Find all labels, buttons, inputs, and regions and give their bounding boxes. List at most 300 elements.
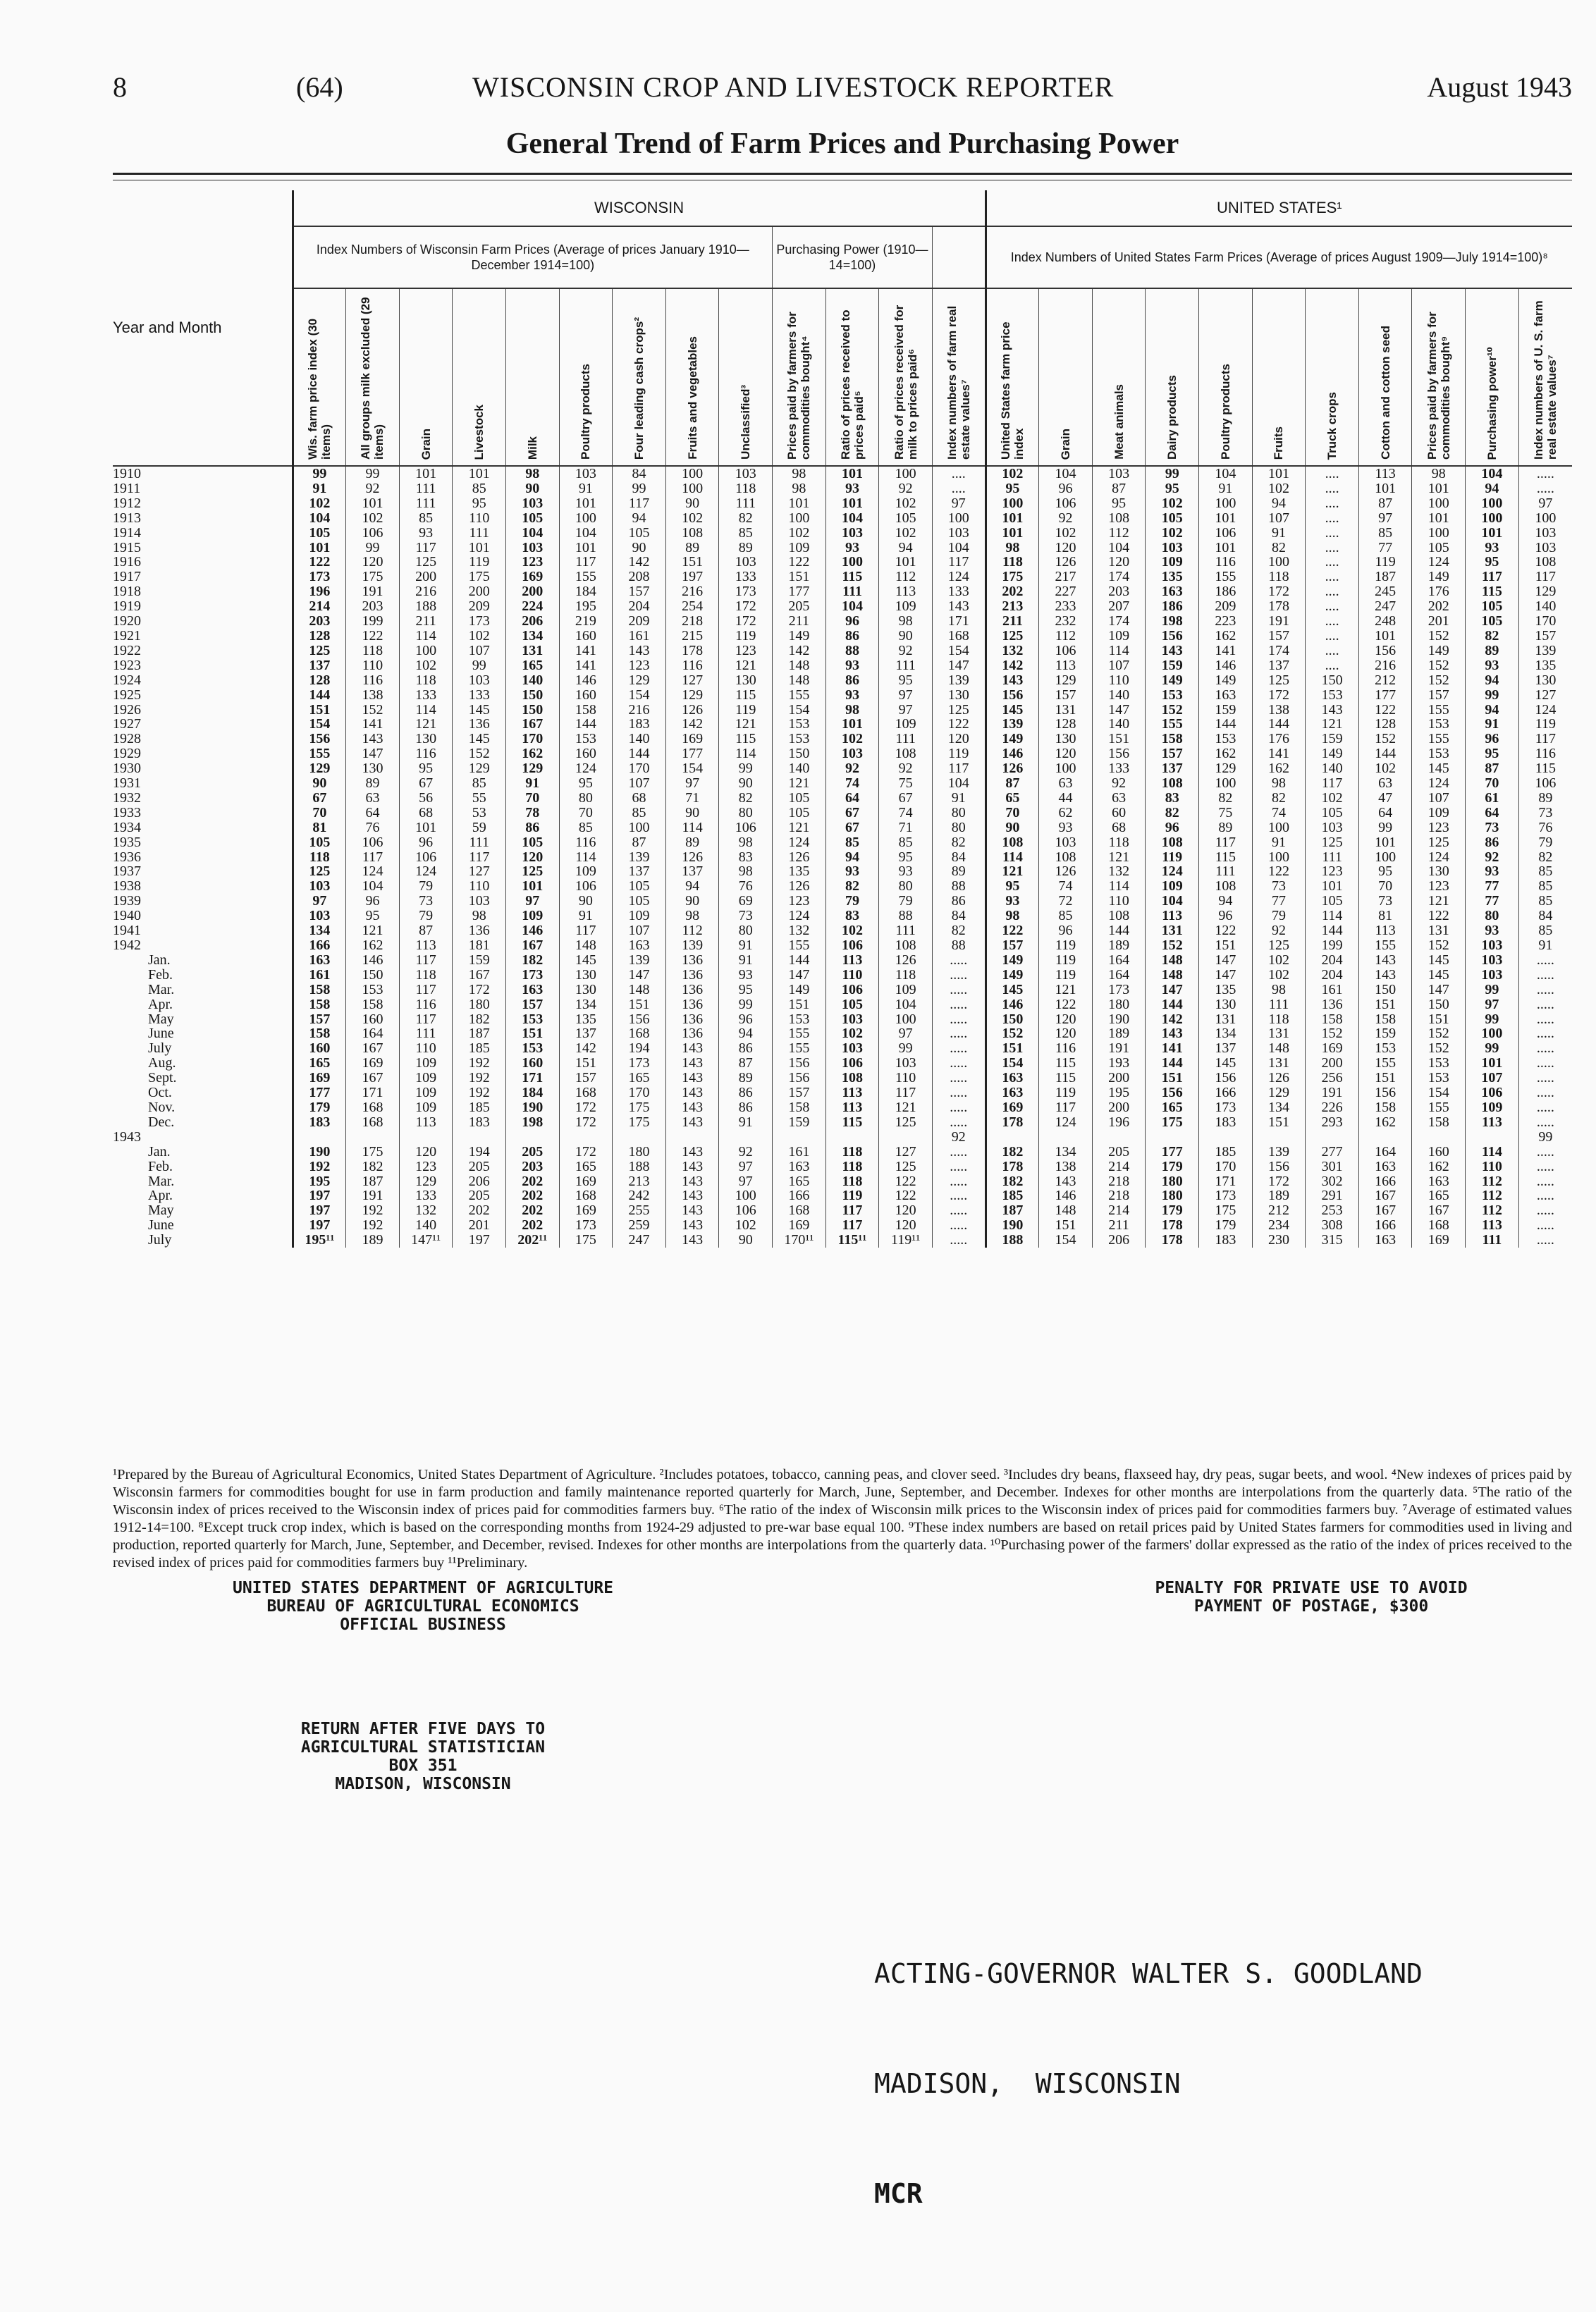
table-cell: 121 xyxy=(986,864,1039,879)
table-cell: 73 xyxy=(399,894,453,909)
table-cell: 140 xyxy=(613,732,666,746)
column-header xyxy=(1518,288,1572,466)
table-cell: ..... xyxy=(932,953,986,968)
table-cell: 230 xyxy=(1252,1233,1306,1248)
table-cell: ..... xyxy=(1518,1160,1572,1174)
table-cell: ..... xyxy=(1518,1115,1572,1130)
table-cell: 137 xyxy=(1146,761,1199,776)
table-cell: 182 xyxy=(506,953,560,968)
table-cell: 218 xyxy=(665,614,719,629)
table-cell: 101 xyxy=(1358,629,1412,644)
table-cell: 205 xyxy=(453,1160,506,1174)
subgroup-header-purchasing-power: Purchasing Power (1910—14=100) xyxy=(773,226,933,288)
table-cell: 148 xyxy=(613,983,666,997)
table-cell: 195¹¹ xyxy=(293,1233,346,1248)
table-cell: ..... xyxy=(932,1233,986,1248)
table-cell: 293 xyxy=(1306,1115,1359,1130)
table-cell: 204 xyxy=(1306,953,1359,968)
table-cell: 141 xyxy=(1199,644,1253,658)
table-cell: 99 xyxy=(719,997,773,1012)
table-cell: 101 xyxy=(293,541,346,555)
table-cell: 102 xyxy=(773,526,826,541)
table-cell: 184 xyxy=(506,1086,560,1100)
table-cell: 122 xyxy=(773,555,826,570)
table-cell: 102 xyxy=(1358,761,1412,776)
table-cell: ..... xyxy=(932,1056,986,1071)
table-cell xyxy=(506,1130,560,1145)
table-cell: 104 xyxy=(825,511,879,526)
table-cell: 145 xyxy=(986,703,1039,718)
table-cell: 89 xyxy=(719,1071,773,1086)
table-cell: 109 xyxy=(559,864,613,879)
column-header-label: Meat animals xyxy=(1112,384,1126,460)
table-cell: 202 xyxy=(453,1203,506,1218)
table-cell: 93 xyxy=(1466,923,1519,938)
table-cell: 134 xyxy=(1252,1100,1306,1115)
table-cell: 102 xyxy=(986,466,1039,481)
table-cell: 143 xyxy=(665,1115,719,1130)
table-cell: 47 xyxy=(1358,791,1412,806)
table-cell: 156 xyxy=(1358,644,1412,658)
table-cell: 103 xyxy=(825,1012,879,1027)
table-cell: 190 xyxy=(986,1218,1039,1233)
department-line: UNITED STATES DEPARTMENT OF AGRICULTURE xyxy=(232,1579,614,1597)
table-cell: 112 xyxy=(1092,526,1146,541)
row-label: May xyxy=(148,1203,174,1219)
table-cell: .... xyxy=(1306,570,1359,584)
table-cell: 89 xyxy=(1199,820,1253,835)
table-cell: 153 xyxy=(1412,746,1466,761)
table-cell: 114 xyxy=(986,850,1039,865)
table-cell: 153 xyxy=(1358,1041,1412,1056)
table-cell: 157 xyxy=(1039,688,1093,703)
table-cell: .... xyxy=(1306,541,1359,555)
table-cell: 135 xyxy=(773,864,826,879)
table-cell: 102 xyxy=(453,629,506,644)
table-cell: 91 xyxy=(932,791,986,806)
table-cell: 144 xyxy=(1092,923,1146,938)
table-cell: 117 xyxy=(1306,776,1359,791)
table-row xyxy=(113,570,1572,584)
table-cell: 149 xyxy=(986,968,1039,983)
table-cell: 171 xyxy=(506,1071,560,1086)
table-cell: 100 xyxy=(559,511,613,526)
table-cell: 137 xyxy=(1252,658,1306,673)
table-cell: 97 xyxy=(1466,997,1519,1012)
table-cell: 151 xyxy=(559,1056,613,1071)
table-cell: 93 xyxy=(825,864,879,879)
table-cell: 146 xyxy=(986,746,1039,761)
table-cell: 179 xyxy=(1146,1203,1199,1218)
table-cell: 98 xyxy=(719,835,773,850)
table-cell: 100 xyxy=(773,511,826,526)
table-cell: 92 xyxy=(346,481,400,496)
table-cell: 169 xyxy=(773,1218,826,1233)
table-cell: 120 xyxy=(506,850,560,865)
table-cell: 115 xyxy=(719,732,773,746)
row-label: 1930 xyxy=(113,761,141,777)
table-cell: 117 xyxy=(825,1203,879,1218)
table-cell: 99 xyxy=(346,541,400,555)
table-cell: 96 xyxy=(1466,732,1519,746)
table-cell: 109 xyxy=(879,983,933,997)
table-cell: 117 xyxy=(879,1086,933,1100)
table-cell: 103 xyxy=(453,894,506,909)
table-cell: 101 xyxy=(1412,511,1466,526)
table-cell: 105 xyxy=(773,806,826,820)
table-cell: 146 xyxy=(986,997,1039,1012)
table-cell: 59 xyxy=(453,820,506,835)
row-label: Oct. xyxy=(148,1086,172,1100)
table-cell: 126 xyxy=(1039,864,1093,879)
table-cell: 105 xyxy=(1306,806,1359,820)
column-header xyxy=(293,288,346,466)
table-cell: 133 xyxy=(399,688,453,703)
table-cell: 155 xyxy=(773,938,826,953)
table-cell: 146 xyxy=(506,923,560,938)
table-cell: 200 xyxy=(1092,1071,1146,1086)
table-cell: 104 xyxy=(932,776,986,791)
table-row xyxy=(113,644,1572,658)
table-cell: 118 xyxy=(399,968,453,983)
table-cell: 101 xyxy=(1199,511,1253,526)
table-cell: 156 xyxy=(773,1056,826,1071)
table-cell: 101 xyxy=(1466,526,1519,541)
row-label: Jan. xyxy=(148,1144,171,1160)
table-cell: 203 xyxy=(346,599,400,614)
table-cell: 149 xyxy=(986,953,1039,968)
table-row xyxy=(113,1188,1572,1203)
table-cell: 85 xyxy=(559,820,613,835)
table-cell: ..... xyxy=(932,1203,986,1218)
table-cell: 111 xyxy=(879,658,933,673)
table-cell: 141 xyxy=(559,658,613,673)
table-cell: 161 xyxy=(293,968,346,983)
table-cell: 188 xyxy=(399,599,453,614)
row-label: Apr. xyxy=(148,997,173,1012)
table-cell: 90 xyxy=(506,481,560,496)
column-header-label: Dairy products xyxy=(1165,375,1179,460)
table-cell: 147 xyxy=(1412,983,1466,997)
table-cell: 212 xyxy=(1358,673,1412,688)
table-cell: 157 xyxy=(986,938,1039,953)
subgroup-header-us-index: Index Numbers of United States Farm Prices (Average of prices August 1909—July 1914=100)⁸ xyxy=(986,226,1572,288)
table-cell: 111 xyxy=(1252,997,1306,1012)
subgroup-header-blank xyxy=(932,226,986,288)
table-cell: 152 xyxy=(1412,629,1466,644)
table-cell: 125 xyxy=(1252,938,1306,953)
table-cell: 158 xyxy=(293,1026,346,1041)
table-cell: 122 xyxy=(1412,909,1466,923)
table-cell: 152 xyxy=(1146,938,1199,953)
table-cell: 102 xyxy=(665,511,719,526)
table-cell: 202¹¹ xyxy=(506,1233,560,1248)
issue-date: August 1943 xyxy=(1427,71,1572,103)
table-row xyxy=(113,820,1572,835)
table-cell: 167 xyxy=(506,938,560,953)
table-cell: 106 xyxy=(825,1056,879,1071)
table-cell: 111 xyxy=(1306,850,1359,865)
table-cell: 85 xyxy=(1039,909,1093,923)
row-label: 1932 xyxy=(113,790,141,806)
table-cell: 86 xyxy=(719,1041,773,1056)
footnotes: ¹Prepared by the Bureau of Agricultural Economics, United States Department of Agriculture. ²Includes potatoes, tobacco, canning peas, and clover seed. ³Includes dry beans, flaxseed hay, dry peas, sugar beets, and wool. ⁴New indexes of prices paid by Wisconsin farmers for commodities bought for use in farm production and family maintenance reported quarterly for March, June, September, and December. Indexes for other months are interpolations from the quarterly data. ⁵The ratio of the Wisconsin index of prices received to the Wisconsin index of prices paid for commodities farmers buy. ⁶The ratio of the index of Wisconsin milk prices to the Wisconsin index of prices paid for commodities farmers buy. ⁷Average of estimated values 1912-14=100. ⁸Except truck crop index, which is based on the corresponding months from 1924-29 adjusted to pre-war base equal 100. ⁹These index numbers are based on retail prices paid by United States farmers for commodities used in living and production, reported quarterly for March, June, September, and December, revised. Indexes for other months are interpolations from the quarterly data. ¹⁰Purchasing power of the farmers' dollar expressed as the ratio of the index of prices received to the revised index of prices paid for commodities farmers buy ¹¹Preliminary. xyxy=(113,1467,1572,1570)
table-cell: 166 xyxy=(773,1188,826,1203)
table-cell: 126 xyxy=(773,850,826,865)
table-row xyxy=(113,983,1572,997)
table-cell: 101 xyxy=(559,496,613,511)
table-cell: 129 xyxy=(613,673,666,688)
column-header xyxy=(559,288,613,466)
table-cell: 198 xyxy=(506,1115,560,1130)
table-cell: 150 xyxy=(1358,983,1412,997)
table-cell: 177 xyxy=(773,584,826,599)
table-cell: 121 xyxy=(719,717,773,732)
table-cell: 86 xyxy=(825,629,879,644)
column-header xyxy=(613,288,666,466)
table-cell: 99 xyxy=(719,761,773,776)
table-cell: 202 xyxy=(506,1218,560,1233)
table-cell: 106 xyxy=(1039,496,1093,511)
table-cell: 87 xyxy=(1092,481,1146,496)
table-cell: 82 xyxy=(719,791,773,806)
table-cell: 196 xyxy=(293,584,346,599)
table-cell: 95 xyxy=(346,909,400,923)
subgroup-header-wis-index: Index Numbers of Wisconsin Farm Prices (Average of prices January 1910—December 1914=100) xyxy=(293,226,772,288)
table-cell: 117 xyxy=(399,1012,453,1027)
table-cell: 76 xyxy=(1518,820,1572,835)
table-cell: ..... xyxy=(1518,1218,1572,1233)
table-row xyxy=(113,703,1572,718)
table-cell: 126 xyxy=(665,850,719,865)
column-header-label: Livestock xyxy=(472,404,486,460)
table-cell: 143 xyxy=(665,1188,719,1203)
table-cell: 152 xyxy=(986,1026,1039,1041)
table-cell: 175 xyxy=(1146,1115,1199,1130)
table-cell: 259 xyxy=(613,1218,666,1233)
table-cell: 194 xyxy=(453,1145,506,1160)
recipient-name: ACTING-GOVERNOR WALTER S. GOODLAND xyxy=(874,1958,1423,1989)
table-cell: 180 xyxy=(1146,1188,1199,1203)
table-cell xyxy=(613,1130,666,1145)
row-label: 1938 xyxy=(113,879,141,894)
table-cell: 163 xyxy=(1358,1233,1412,1248)
table-cell: 166 xyxy=(1199,1086,1253,1100)
table-cell: 98 xyxy=(665,909,719,923)
table-cell: 202 xyxy=(506,1174,560,1189)
table-cell: 151 xyxy=(1358,997,1412,1012)
table-cell: 107 xyxy=(1466,1071,1519,1086)
table-cell: 163 xyxy=(1358,1160,1412,1174)
table-cell: 94 xyxy=(825,850,879,865)
table-cell xyxy=(559,1130,613,1145)
table-cell: 175 xyxy=(986,570,1039,584)
table-cell: 197 xyxy=(293,1203,346,1218)
table-cell: 99 xyxy=(1358,820,1412,835)
table-cell: 120 xyxy=(1039,746,1093,761)
table-cell: 166 xyxy=(293,938,346,953)
table-cell: 118 xyxy=(825,1160,879,1174)
table-cell: 191 xyxy=(346,584,400,599)
table-row xyxy=(113,894,1572,909)
table-cell: 87 xyxy=(613,835,666,850)
table-cell: 109 xyxy=(1146,879,1199,894)
table-cell: 148 xyxy=(1146,968,1199,983)
table-cell: .... xyxy=(1306,481,1359,496)
table-cell: 173 xyxy=(1199,1100,1253,1115)
row-label: Feb. xyxy=(148,967,173,983)
table-cell: 130 xyxy=(1412,864,1466,879)
table-cell: 170 xyxy=(1199,1160,1253,1174)
table-cell: 191 xyxy=(1252,614,1306,629)
table-cell: 101 xyxy=(453,466,506,481)
table-cell: 131 xyxy=(1252,1026,1306,1041)
table-cell: 110 xyxy=(346,658,400,673)
table-cell: 140 xyxy=(1306,761,1359,776)
table-cell: 142 xyxy=(1146,1012,1199,1027)
table-cell: 141 xyxy=(1146,1041,1199,1056)
table-cell: 107 xyxy=(613,923,666,938)
table-cell: 195 xyxy=(293,1174,346,1189)
table-cell: 90 xyxy=(665,894,719,909)
table-cell: 155 xyxy=(559,570,613,584)
table-row xyxy=(113,776,1572,791)
table-cell: 125 xyxy=(506,864,560,879)
table-cell: 118 xyxy=(825,1145,879,1160)
table-cell: 156 xyxy=(773,1071,826,1086)
table-cell: 177 xyxy=(1146,1145,1199,1160)
table-cell: 91 xyxy=(719,1115,773,1130)
table-cell: 100 xyxy=(665,481,719,496)
table-cell: ..... xyxy=(1518,481,1572,496)
table-cell: 74 xyxy=(1039,879,1093,894)
table-cell: 158 xyxy=(559,703,613,718)
table-cell: 111 xyxy=(399,496,453,511)
table-cell: 111 xyxy=(399,481,453,496)
table-cell: 155 xyxy=(1146,717,1199,732)
table-cell xyxy=(346,1130,400,1145)
table-cell: 101 xyxy=(1252,466,1306,481)
table-cell: 122 xyxy=(986,923,1039,938)
table-cell: 124 xyxy=(1146,864,1199,879)
table-cell: 172 xyxy=(453,983,506,997)
table-cell: 182 xyxy=(986,1174,1039,1189)
table-cell: ..... xyxy=(1518,466,1572,481)
table-cell: 171 xyxy=(346,1086,400,1100)
table-cell: 105 xyxy=(1466,599,1519,614)
table-cell: 97 xyxy=(1518,496,1572,511)
table-cell: 125 xyxy=(293,644,346,658)
table-cell: 119 xyxy=(453,555,506,570)
row-label: 1916 xyxy=(113,555,141,570)
table-cell: 169 xyxy=(1306,1041,1359,1056)
table-cell: 101 xyxy=(825,466,879,481)
table-cell: 129 xyxy=(453,761,506,776)
table-row xyxy=(113,1160,1572,1174)
table-cell: 102 xyxy=(825,1026,879,1041)
table-cell: 209 xyxy=(453,599,506,614)
table-cell: 90 xyxy=(293,776,346,791)
table-cell: 178 xyxy=(1146,1218,1199,1233)
table-cell: 148 xyxy=(1146,953,1199,968)
table-cell: 187 xyxy=(453,1026,506,1041)
table-cell: 120 xyxy=(1039,1012,1093,1027)
table-cell: 156 xyxy=(1358,1086,1412,1100)
table-cell: 83 xyxy=(719,850,773,865)
table-cell: 187 xyxy=(346,1174,400,1189)
table-cell: 147 xyxy=(1092,703,1146,718)
column-header xyxy=(453,288,506,466)
table-cell: 77 xyxy=(1358,541,1412,555)
table-cell: 95 xyxy=(1146,481,1199,496)
table-cell: 106 xyxy=(399,850,453,865)
table-cell: 191 xyxy=(1092,1041,1146,1056)
table-cell: 114 xyxy=(1306,909,1359,923)
bureau-line: BUREAU OF AGRICULTURAL ECONOMICS xyxy=(266,1597,579,1616)
table-cell: 106 xyxy=(825,938,879,953)
table-cell: 122 xyxy=(1252,864,1306,879)
table-cell: 149 xyxy=(1306,746,1359,761)
table-cell: 127 xyxy=(1518,688,1572,703)
table-cell: 151 xyxy=(613,997,666,1012)
table-cell: 167 xyxy=(346,1041,400,1056)
table-cell: 196 xyxy=(1092,1115,1146,1130)
table-cell: 82 xyxy=(1466,629,1519,644)
table-cell: 151 xyxy=(773,570,826,584)
table-cell: 156 xyxy=(1092,746,1146,761)
table-cell: 82 xyxy=(932,835,986,850)
table-cell: 85 xyxy=(1518,879,1572,894)
table-row xyxy=(113,1056,1572,1071)
table-cell: 144 xyxy=(1358,746,1412,761)
table-cell: ..... xyxy=(932,1160,986,1174)
table-cell: 143 xyxy=(1306,703,1359,718)
table-cell: 99 xyxy=(879,1041,933,1056)
table-cell: 209 xyxy=(1199,599,1253,614)
row-label: Nov. xyxy=(148,1100,176,1115)
table-cell: 125 xyxy=(879,1115,933,1130)
table-cell: 98 xyxy=(773,466,826,481)
table-cell: 153 xyxy=(773,732,826,746)
table-cell: 134 xyxy=(293,923,346,938)
table-cell: ..... xyxy=(1518,1145,1572,1160)
table-cell: 119 xyxy=(1518,717,1572,732)
table-cell: 90 xyxy=(613,541,666,555)
table-cell: 84 xyxy=(613,466,666,481)
table-cell: 108 xyxy=(825,1071,879,1086)
table-cell: 82 xyxy=(825,879,879,894)
table-cell: 88 xyxy=(932,938,986,953)
column-header xyxy=(773,288,826,466)
table-row xyxy=(113,1026,1572,1041)
table-cell: 64 xyxy=(825,791,879,806)
table-cell: 128 xyxy=(1358,717,1412,732)
table-cell: 179 xyxy=(1199,1218,1253,1233)
table-cell: 98 xyxy=(719,864,773,879)
table-cell: 146 xyxy=(1039,1188,1093,1203)
table-cell: 75 xyxy=(1199,806,1253,820)
table-row xyxy=(113,717,1572,732)
table-row xyxy=(113,673,1572,688)
table-cell: 101 xyxy=(1358,835,1412,850)
table-cell xyxy=(1092,1130,1146,1145)
table-cell: 169 xyxy=(506,570,560,584)
table-cell: 211 xyxy=(773,614,826,629)
table-cell: 90 xyxy=(879,629,933,644)
table-cell: 136 xyxy=(1306,997,1359,1012)
row-label: May xyxy=(148,1011,174,1027)
table-cell: 100 xyxy=(1252,850,1306,865)
